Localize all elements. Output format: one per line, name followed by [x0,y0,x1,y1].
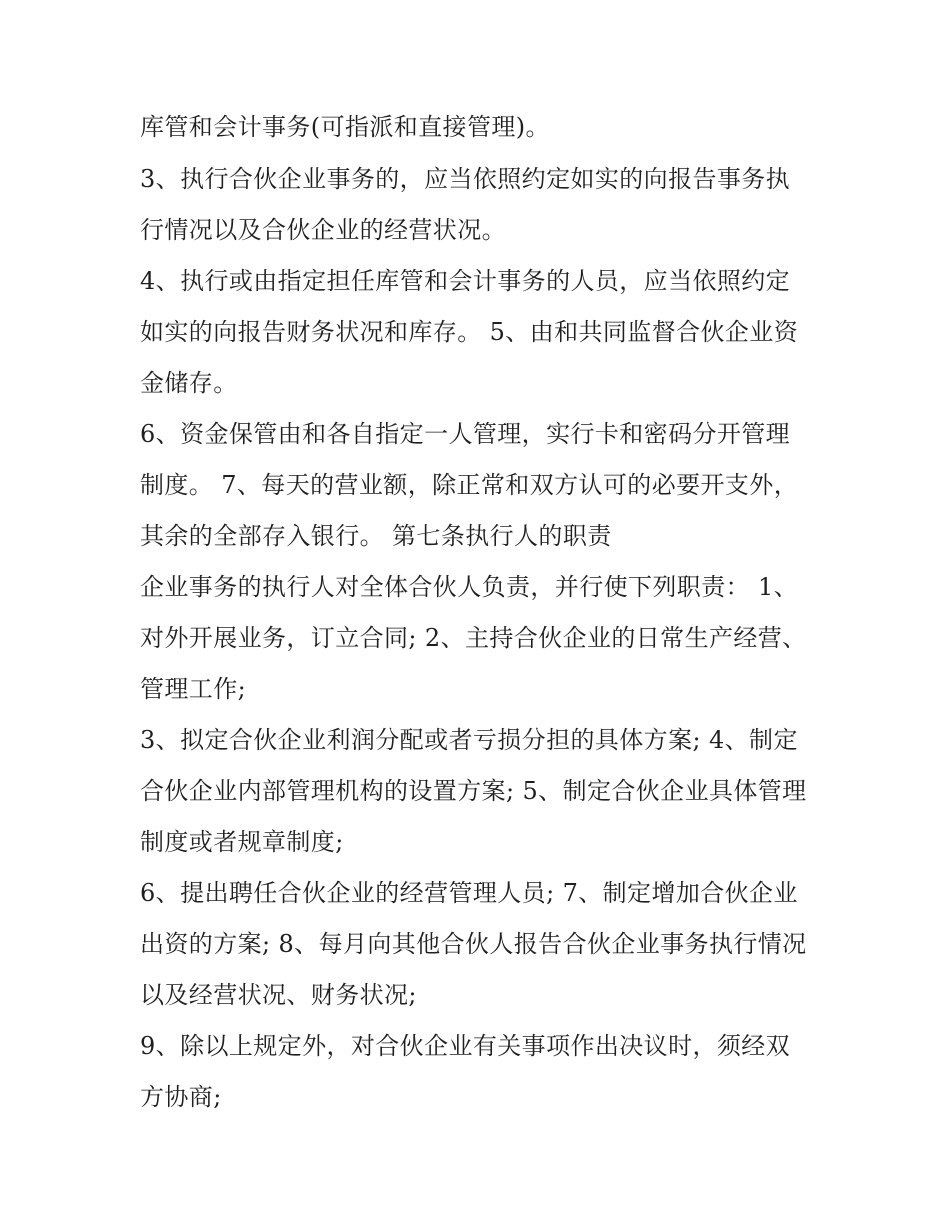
text-line: 3、拟定合伙企业利润分配或者亏损分担的具体方案; 4、制定 [140,726,798,754]
text-line: 以及经营状况、财务状况; [140,981,417,1009]
text-line: 行情况以及合伙企业的经营状况。 [140,216,506,244]
text-line: 如实的向报告财务状况和库存。 5、由和共同监督合伙企业资 [140,318,799,346]
text-line: 制度或者规章制度; [140,828,344,856]
text-line: 其余的全部存入银行。 第七条执行人的职责 [140,522,612,550]
text-line: 6、资金保管由和各自指定一人管理，实行卡和密码分开管理 [140,420,791,448]
text-line: 4、执行或由指定担任库管和会计事务的人员，应当依照约定 [140,267,791,295]
text-line: 企业事务的执行人对全体合伙人负责，并行使下列职责： 1、 [140,573,799,601]
text-line: 3、执行合伙企业事务的，应当依照约定如实的向报告事务执 [140,165,791,193]
text-line: 对外开展业务，订立合同; 2、主持合伙企业的日常生产经营、 [140,624,807,652]
text-line: 管理工作; [140,675,247,703]
text-line: 库管和会计事务(可指派和直接管理)。 [140,113,550,141]
text-line: 合伙企业内部管理机构的设置方案; 5、制定合伙企业具体管理 [140,777,807,805]
text-line: 制度。 7、每天的营业额，除正常和双方认可的必要开支外， [140,471,799,499]
text-line: 出资的方案; 8、每月向其他合伙人报告合伙企业事务执行情况 [140,930,807,958]
text-line: 9、除以上规定外，对合伙企业有关事项作出决议时，须经双 [140,1032,791,1060]
text-line: 6、提出聘任合伙企业的经营管理人员; 7、制定增加合伙企业 [140,879,798,907]
text-line: 方协商; [140,1083,222,1111]
text-line: 金储存。 [140,369,238,397]
